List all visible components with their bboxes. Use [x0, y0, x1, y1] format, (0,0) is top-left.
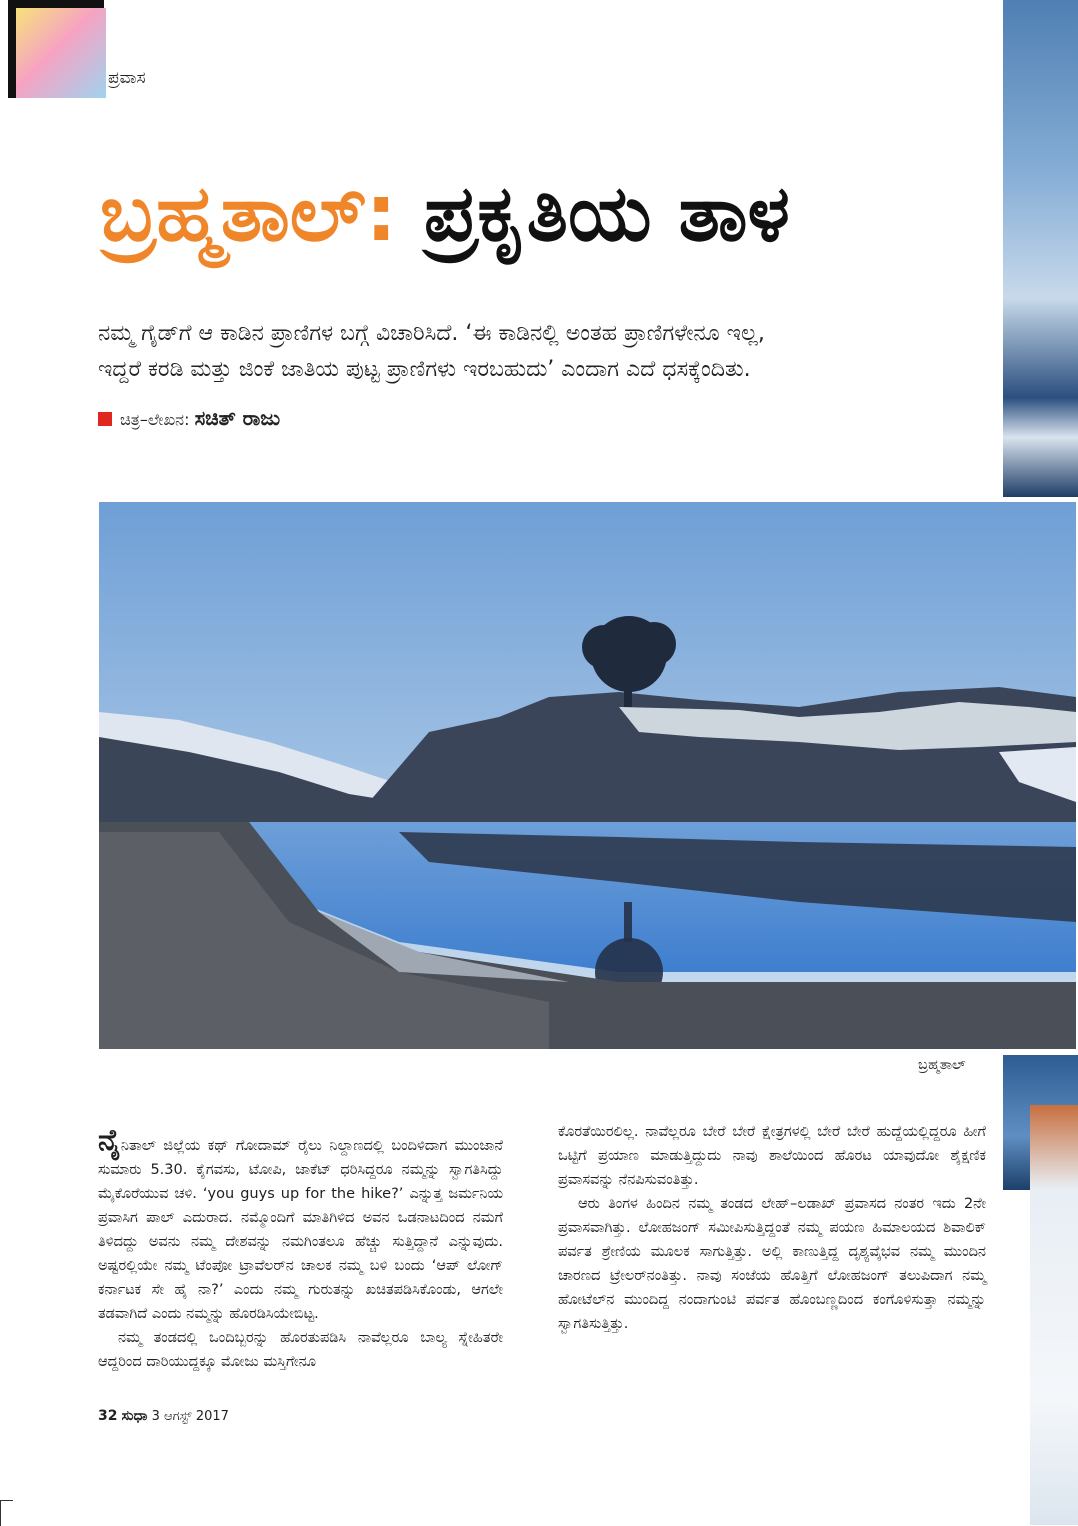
magazine-logo	[8, 0, 104, 98]
drop-cap: ನೈ	[98, 1123, 121, 1158]
crop-mark	[0, 1500, 13, 1526]
byline-prefix: ಚಿತ್ರ–ಲೇಖನ:	[120, 410, 190, 429]
standfirst-line-1: ನಮ್ಮ ಗೈಡ್‌ಗೆ ಆ ಕಾಡಿನ ಪ್ರಾಣಿಗಳ ಬಗ್ಗೆ ವಿಚಾರಿಸಿದೆ. ‘ಈ ಕಾಡಿನಲ್ಲಿ ಅಂತಹ ಪ್ರಾಣಿಗಳೇನೂ ಇಲ್ಲ,	[98, 321, 765, 346]
standfirst	[98, 316, 898, 388]
byline-square-icon	[98, 412, 112, 426]
photo-caption: ಬ್ರಹ್ಮತಾಲ್	[918, 1057, 966, 1073]
adjacent-page-photo-top	[1003, 0, 1078, 497]
standfirst-line-2: ಇದ್ದರೆ ಕರಡಿ ಮತ್ತು ಜಿಂಕೆ ಜಾತಿಯ ಪುಟ್ಟ ಪ್ರಾಣಿಗಳು ಇರಬಹುದು’ ಎಂದಾಗ ಎದೆ ಧಸಕ್ಕೆಂದಿತು.	[98, 357, 751, 382]
article-column-right	[558, 1120, 986, 1336]
paragraph: ನೈನಿತಾಲ್ ಜಿಲ್ಲೆಯ ಕಥ್ ಗೋದಾಮ್ ರೈಲು ನಿಲ್ದಾಣದಲ್ಲಿ ಬಂದಿಳಿದಾಗ ಮುಂಜಾನೆ ಸುಮಾರು 5.30. ಕೈಗವಸು, ಟೋಪಿ, ಜಾಕೆಟ್ ಧರಿಸಿದ್ದರೂ ನಮ್ಮನ್ನು ಸ್ವಾಗತಿಸಿದ್ದು ಮೈಕೊರೆಯುವ ಚಳಿ. ‘you guys up for the hike?’ ಎನ್ನುತ್ತ ಜರ್ಮನಿಯ ಪ್ರವಾಸಿಗ ಪಾಲ್ ಎದುರಾದ. ನಮ್ಮೊಂದಿಗೆ ಮಾತಿಗಿಳಿದ ಅವನ ಒಡನಾಟದಿಂದ ನಮಗೆ ತಿಳಿದದ್ದು ಅವನು ನಮ್ಮ ದೇಶವನ್ನು ನಮಗಿಂತಲೂ ಹೆಚ್ಚು ಸುತ್ತಿದ್ದಾನೆ ಎನ್ನುವುದು. ಅಷ್ಟರಲ್ಲಿಯೇ ನಮ್ಮ ಟೆಂಪೋ ಟ್ರಾವೆಲರ್‌ನ ಚಾಲಕ ನಮ್ಮ ಬಳಿ ಬಂದು ‘ಆಪ್ ಲೋಗ್ ಕರ್ನಾಟಕ ಸೇ ಹೈ ನಾ?’ ಎಂದು ನಮ್ಮ ಗುರುತನ್ನು ಖಚಿತಪಡಿಸಿಕೊಂಡು, ಆಗಲೇ ತಡವಾಗಿದೆ ಎಂದು ನಮ್ಮನ್ನು ಹೊರಡಿಸಿಯೇಬಿಟ್ಟ.	[98, 1123, 503, 1322]
page-number: 32	[98, 1408, 118, 1424]
adjacent-page-photo-bottom	[1030, 1105, 1078, 1525]
paragraph: ಕೊರತೆಯಿರಲಿಲ್ಲ. ನಾವೆಲ್ಲರೂ ಬೇರೆ ಬೇರೆ ಕ್ಷೇತ್ರಗಳಲ್ಲಿ ಬೇರೆ ಬೇರೆ ಹುದ್ದೆಯಲ್ಲಿದ್ದರೂ ಹೀಗೆ ಒಟ್ಟಿಗೆ ಪ್ರಯಾಣ ಮಾಡುತ್ತಿದ್ದುದು ನಾವು ಶಾಲೆಯಿಂದ ಹೊರಟ ಯಾವುದೋ ಶೈಕ್ಷಣಿಕ ಪ್ರವಾಸವನ್ನು ನೆನಪಿಸುವಂತಿತ್ತು.	[558, 1124, 986, 1188]
headline-orange: ಬ್ರಹ್ಮತಾಲ್:	[100, 169, 397, 259]
magazine-name: ಸುಧಾ	[121, 1408, 148, 1424]
issue-date: 3 ಆಗಸ್ಟ್ 2017	[151, 1409, 229, 1424]
paragraph: ಆರು ತಿಂಗಳ ಹಿಂದಿನ ನಮ್ಮ ತಂಡದ ಲೇಹ್–ಲಡಾಖ್ ಪ್ರವಾಸದ ನಂತರ ಇದು 2ನೇ ಪ್ರವಾಸವಾಗಿತ್ತು. ಲೋಹಜಂಗ್ ಸಮೀಪಿಸುತ್ತಿದ್ದಂತೆ ನಮ್ಮ ಪಯಣ ಹಿಮಾಲಯದ ಶಿವಾಲಿಕ್ ಪರ್ವತ ಶ್ರೇಣಿಯ ಮೂಲಕ ಸಾಗುತ್ತಿತ್ತು. ಅಲ್ಲಿ ಕಾಣುತ್ತಿದ್ದ ದೃಶ್ಯವೈಭವ ನಮ್ಮ ಮುಂದಿನ ಚಾರಣದ ಟ್ರೇಲರ್‌ನಂತಿತ್ತು. ನಾವು ಸಂಜೆಯ ಹೊತ್ತಿಗೆ ಲೋಹಜಂಗ್ ತಲುಪಿದಾಗ ನಮ್ಮ ಹೋಟೆಲ್‌ನ ಮುಂದಿದ್ದ ನಂದಾಗುಂಟಿ ಪರ್ವತ ಹೊಂಬಣ್ಣದಿಂದ ಕಂಗೊಳಿಸುತ್ತಾ ನಮ್ಮನ್ನು ಸ್ವಾಗತಿಸುತ್ತಿತ್ತು.	[558, 1196, 986, 1332]
lake-photo	[99, 502, 1076, 1049]
article-column-left	[98, 1123, 503, 1374]
page-footer	[98, 1408, 229, 1424]
headline	[100, 169, 790, 259]
section-label: ಪ್ರವಾಸ	[108, 68, 146, 88]
headline-black: ಪ್ರಕೃತಿಯ ತಾಳ	[423, 169, 790, 259]
paragraph: ನಮ್ಮ ತಂಡದಲ್ಲಿ ಒಂದಿಬ್ಬರನ್ನು ಹೊರತುಪಡಿಸಿ ನಾವೆಲ್ಲರೂ ಬಾಲ್ಯ ಸ್ನೇಹಿತರೇ ಆದ್ದರಿಂದ ದಾರಿಯುದ್ದಕ್ಕೂ ಮೋಜು ಮಸ್ತಿಗೇನೂ	[98, 1330, 503, 1370]
byline-author: ಸಚಿತ್ ರಾಜು	[194, 406, 281, 430]
byline	[98, 406, 280, 430]
